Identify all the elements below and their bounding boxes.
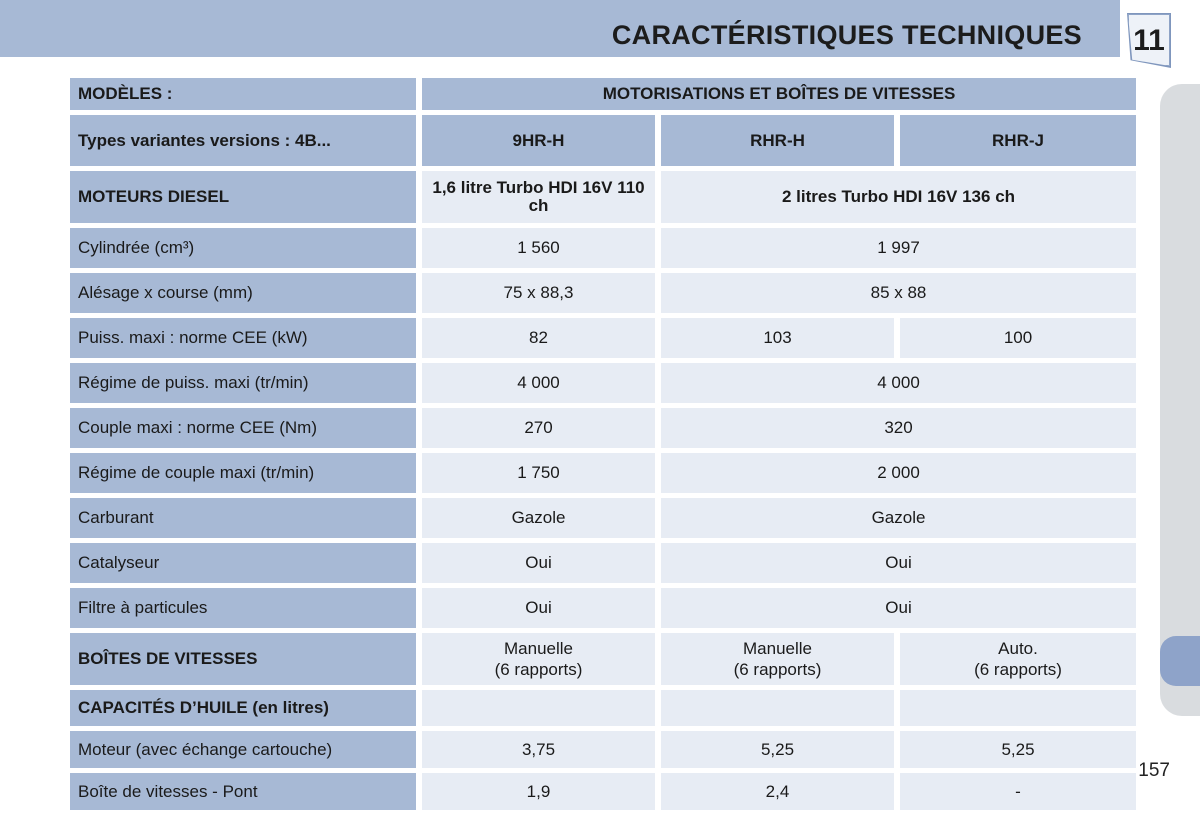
engine-1-label: 1,6 litre Turbo HDI 16V 110 ch [422, 171, 655, 223]
side-thumb-index [1160, 84, 1200, 716]
row-value: 103 [661, 318, 894, 358]
diesel-engines-label: MOTEURS DIESEL [70, 171, 416, 223]
row-label: Puiss. maxi : norme CEE (kW) [70, 318, 416, 358]
specifications-table [64, 73, 1142, 815]
oil-value: 5,25 [900, 731, 1136, 768]
oil-value: - [900, 773, 1136, 810]
gearbox-ratios: (6 rapports) [494, 660, 583, 679]
engines-gearboxes-header: MOTORISATIONS ET BOÎTES DE VITESSES [422, 78, 1136, 110]
engine-2-label: 2 litres Turbo HDI 16V 136 ch [661, 171, 1136, 223]
empty-cell [900, 690, 1136, 726]
types-label: Types variantes versions : 4B... [70, 115, 416, 166]
gearbox-cell [422, 633, 655, 685]
row-value: 82 [422, 318, 655, 358]
row-value: Oui [422, 588, 655, 628]
variant-9hr-h: 9HR-H [422, 115, 655, 166]
empty-cell [661, 690, 894, 726]
chapter-number: 11 [1133, 24, 1165, 57]
gearbox-type: Manuelle [743, 639, 812, 658]
row-value: 1 750 [422, 453, 655, 493]
row-value: 85 x 88 [661, 273, 1136, 313]
row-value: 1 560 [422, 228, 655, 268]
gearbox-cell [661, 633, 894, 685]
row-label: Cylindrée (cm³) [70, 228, 416, 268]
oil-value: 3,75 [422, 731, 655, 768]
row-value: 1 997 [661, 228, 1136, 268]
gearbox-type: Auto. [998, 639, 1038, 658]
oil-value: 2,4 [661, 773, 894, 810]
empty-cell [422, 690, 655, 726]
row-label: Filtre à particules [70, 588, 416, 628]
row-value: 100 [900, 318, 1136, 358]
page-number: 157 [1138, 760, 1170, 781]
row-value: Oui [661, 588, 1136, 628]
models-label: MODÈLES : [70, 78, 416, 110]
row-value: Gazole [422, 498, 655, 538]
row-value: 75 x 88,3 [422, 273, 655, 313]
row-value: 320 [661, 408, 1136, 448]
row-value: 270 [422, 408, 655, 448]
row-label: Régime de puiss. maxi (tr/min) [70, 363, 416, 403]
row-label: Catalyseur [70, 543, 416, 583]
row-label: Carburant [70, 498, 416, 538]
oil-value: 1,9 [422, 773, 655, 810]
oil-capacities-label: CAPACITÉS D’HUILE (en litres) [70, 690, 416, 726]
variant-rhr-h: RHR-H [661, 115, 894, 166]
row-value: Oui [422, 543, 655, 583]
row-value: Oui [661, 543, 1136, 583]
gearboxes-label: BOÎTES DE VITESSES [70, 633, 416, 685]
row-label: Régime de couple maxi (tr/min) [70, 453, 416, 493]
gearbox-cell [900, 633, 1136, 685]
oil-row-label: Moteur (avec échange cartouche) [70, 731, 416, 768]
page-title: CARACTÉRISTIQUES TECHNIQUES [611, 20, 1082, 50]
gearbox-ratios: (6 rapports) [974, 660, 1062, 679]
gearbox-type: Manuelle [504, 639, 573, 658]
row-label: Alésage x course (mm) [70, 273, 416, 313]
oil-row-label: Boîte de vitesses - Pont [70, 773, 416, 810]
row-value: Gazole [661, 498, 1136, 538]
oil-value: 5,25 [661, 731, 894, 768]
variant-rhr-j: RHR-J [900, 115, 1136, 166]
row-value: 2 000 [661, 453, 1136, 493]
row-label: Couple maxi : norme CEE (Nm) [70, 408, 416, 448]
row-value: 4 000 [422, 363, 655, 403]
side-thumb-active-tab[interactable] [1160, 636, 1200, 686]
row-value: 4 000 [661, 363, 1136, 403]
gearbox-ratios: (6 rapports) [733, 660, 822, 679]
